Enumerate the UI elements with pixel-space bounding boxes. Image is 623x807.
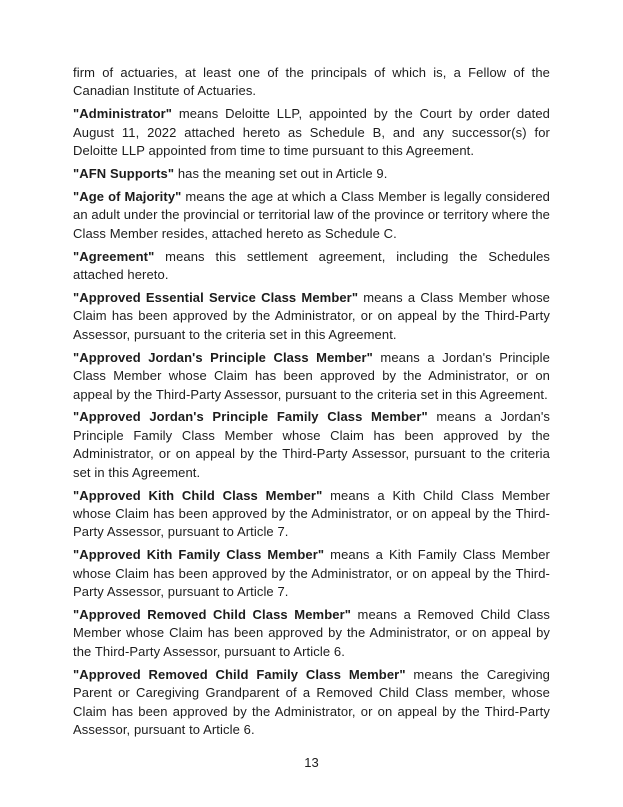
- defined-term: "Administrator": [73, 106, 173, 122]
- page-number: 13: [304, 755, 319, 770]
- definition-paragraph: "Approved Essential Service Class Member" means a Class Member whose Claim has been approved by the Administrator, or on appeal by the Third-Party Assessor, pursuant to the criteria set in this Agreement.: [73, 289, 550, 342]
- definition-paragraph: "Approved Kith Family Class Member" means a Kith Family Class Member whose Claim has been approved by the Administrator, or on appeal by the Third-Party Assessor, pursuant to Article 7.: [73, 547, 550, 600]
- definition-paragraph: "Approved Kith Child Class Member" means a Kith Child Class Member whose Claim has been approved by the Administrator, or on appeal by the Third-Party Assessor, pursuant to Article 7.: [73, 487, 550, 540]
- defined-term: "AFN Supports": [73, 166, 175, 182]
- definitions-section: [73, 64, 550, 744]
- defined-term: "Approved Removed Child Class Member": [73, 606, 351, 622]
- defined-term: "Approved Kith Family Class Member": [73, 547, 325, 563]
- defined-term: "Approved Jordan's Principle Class Member": [73, 349, 373, 365]
- definition-paragraph: "AFN Supports" has the meaning set out in Article 9.: [73, 166, 388, 182]
- definition-paragraph: firm of actuaries, at least one of the principals of which is, a Fellow of the Canadian Institute of Actuaries.: [73, 65, 550, 99]
- defined-term: "Approved Kith Child Class Member": [73, 487, 323, 503]
- definition-paragraph: "Approved Removed Child Class Member" means a Removed Child Class Member whose Claim has been approved by the Administrator, or on appeal by the Third-Party Assessor, pursuant to Article 6.: [73, 606, 550, 659]
- definition-paragraph: "Agreement" means this settlement agreement, including the Schedules attached hereto.: [73, 248, 550, 283]
- defined-term: "Approved Essential Service Class Member": [73, 289, 359, 305]
- defined-term: "Approved Removed Child Family Class Member": [73, 666, 406, 682]
- definition-paragraph: "Approved Removed Child Family Class Member" means the Caregiving Parent or Caregiving Grandparent of a Removed Child Class member, whose Claim has been approved by the Administrator, or on appeal by the Third-Party Assessor, pursuant to Article 6.: [73, 666, 550, 737]
- definition-paragraph: "Administrator" means Deloitte LLP, appointed by the Court by order dated August 11, 2022 attached hereto as Schedule B, and any successor(s) for Deloitte LLP appointed from time to time pursuant to this Agreement.: [73, 106, 550, 159]
- definition-paragraph: "Approved Jordan's Principle Class Member" means a Jordan's Principle Class Member whose Claim has been approved by the Administrator, or on appeal by the Third-Party Assessor, pursuant to the criteria set in this Agreement.: [73, 349, 550, 402]
- definition-paragraph: "Approved Jordan's Principle Family Class Member" means a Jordan's Principle Family Class Member whose Claim has been approved by the Administrator, or on appeal by the Third-Party Assessor, pursuant to the criteria set in this Agreement.: [73, 409, 551, 480]
- defined-term: "Age of Majority": [73, 188, 182, 204]
- defined-term: "Approved Jordan's Principle Family Class Member": [73, 409, 428, 425]
- defined-term: "Agreement": [73, 248, 155, 264]
- definition-paragraph: "Age of Majority" means the age at which a Class Member is legally considered an adult under the provincial or territorial law of the province or territory where the Class Member resides, attached hereto as Schedule C.: [73, 188, 551, 241]
